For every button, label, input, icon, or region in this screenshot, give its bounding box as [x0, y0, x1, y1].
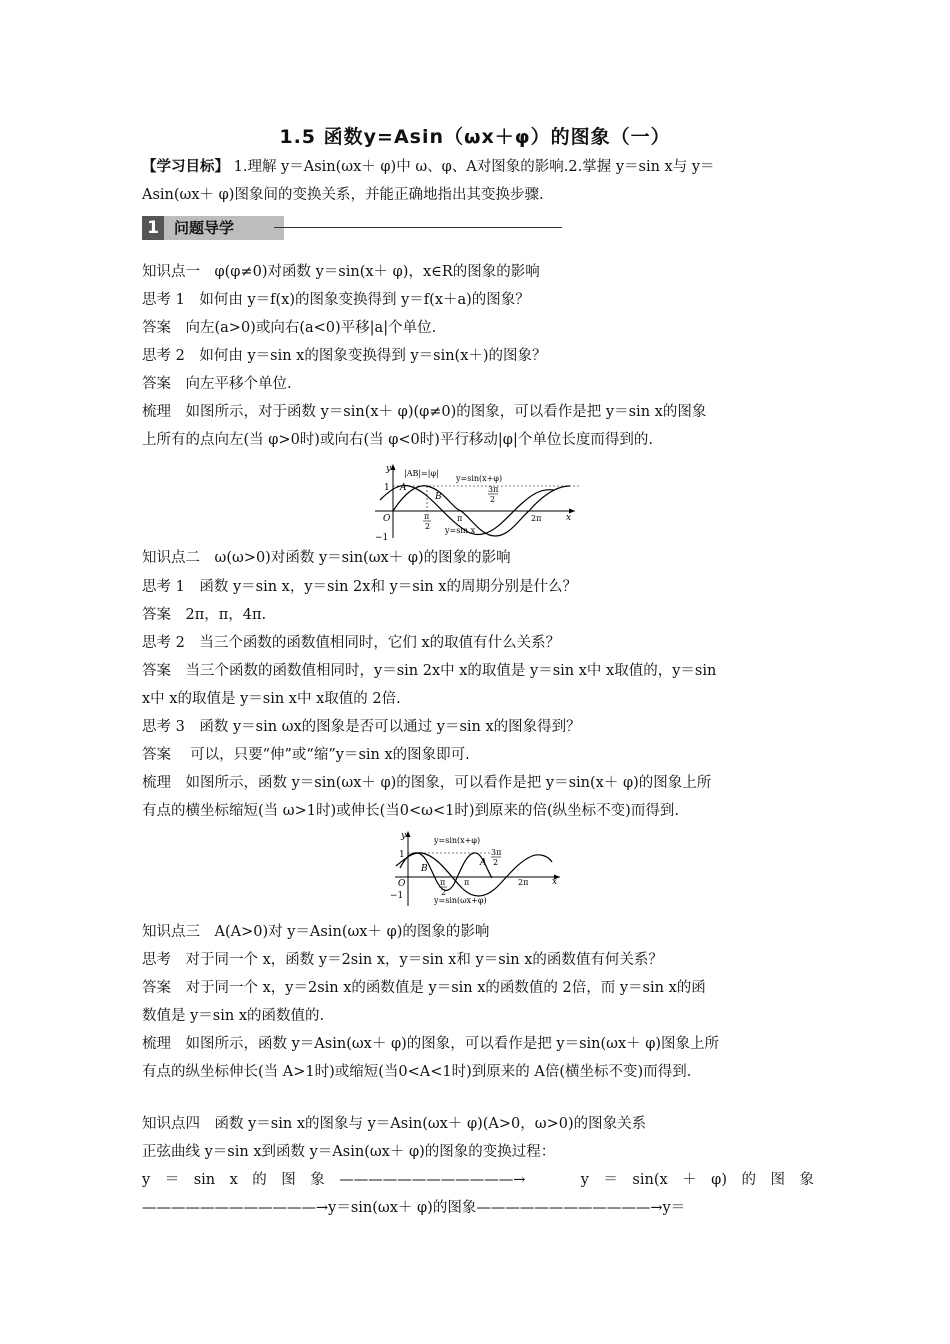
- fig2-y-label: y: [401, 831, 407, 841]
- k2-question-1: 思考 1 函数 y＝sin x，y＝sin 2x和 y＝sin x的周期分别是什么？: [142, 579, 577, 595]
- fig1-shifted-label: y=sin(x+φ): [456, 474, 503, 483]
- fig2-origin: O: [398, 879, 406, 889]
- fig1-three-pi-num: 3π: [488, 485, 499, 494]
- fig2-tick-one: 1: [399, 850, 405, 860]
- fig1-two-pi: 2π: [531, 514, 542, 523]
- page-title: 1.5 函数y=Asin（ωx＋φ）的图象（一）: [279, 126, 671, 148]
- section-label: 问题导学: [164, 216, 284, 240]
- fig1-tick-one: 1: [384, 483, 390, 493]
- fig1-half-pi-num: π: [424, 512, 430, 521]
- k2-answer-2b: x中 x的取值是 y＝sin x中 x取值的 2倍.: [142, 691, 401, 707]
- fig1-pi: π: [457, 514, 463, 523]
- k2-summary-2: 有点的横坐标缩短(当 ω>1时)或伸长(当0<ω<1时)到原来的倍(纵坐标不变)而得到.: [142, 803, 679, 819]
- k3-answer-1a: 答案 对于同一个 x，y＝2sin x的函数值是 y＝sin x的函数值的 2倍，而 y＝sin x的函: [142, 980, 706, 996]
- k1-question-2: 思考 2 如何由 y＝sin x的图象变换得到 y＝sin(x＋)的图象？: [142, 348, 547, 364]
- fig2-point-b: B: [421, 864, 428, 874]
- section-header: [142, 216, 562, 240]
- k1-answer-1: 答案 向左(a>0)或向右(a<0)平移|a|个单位.: [142, 320, 437, 336]
- k2-summary-1: 梳理 如图所示，函数 y＝sin(ωx＋ φ)的图象，可以看作是把 y＝sin(x＋ φ)的图象上所: [142, 775, 712, 791]
- fig2-three-pi-num: 3π: [491, 848, 502, 857]
- k4-chain-line-2: ————————————→y＝sin(ωx＋ φ)的图象————————————→y＝: [142, 1200, 686, 1216]
- figure-frequency-change: [390, 828, 565, 910]
- fig1-half-pi-den: 2: [425, 522, 431, 531]
- k3-summary-2: 有点的纵坐标伸长(当 A>1时)或缩短(当0<A<1时)到原来的 A倍(横坐标不变)而得到.: [142, 1064, 692, 1080]
- fig2-pi: π: [464, 878, 470, 887]
- fig2-three-pi-den: 2: [493, 858, 499, 867]
- learning-goal-text-1: 1.理解 y＝Asin(ωx＋ φ)中 ω、φ、A对图象的影响.2.掌握 y＝sin x与 y＝: [233, 159, 715, 175]
- fig1-three-pi-den: 2: [490, 495, 496, 504]
- k4-chain-line-1: [142, 1170, 814, 1190]
- figure-phase-shift: [370, 460, 580, 542]
- k3-question-1: 思考 对于同一个 x，函数 y＝2sin x，y＝sin x和 y＝sin x的函数值有何关系？: [142, 952, 663, 968]
- k2-answer-1: 答案 2π，π，4π.: [142, 607, 267, 623]
- learning-goal-line-1: [142, 157, 814, 177]
- k2-question-3: 思考 3 函数 y＝sin ωx的图象是否可以通过 y＝sin x的图象得到？: [142, 719, 581, 735]
- fig1-ab-label: |AB|=|φ|: [404, 469, 439, 478]
- k1-summary-1: 梳理 如图所示，对于函数 y＝sin(x＋ φ)(φ≠0)的图象，可以看作是把 y＝sin x的图象: [142, 404, 707, 420]
- fig1-y-label: y: [386, 464, 392, 474]
- fig2-top-label: y=sin(x+φ): [434, 836, 481, 845]
- fig1-point-b: B: [435, 492, 442, 502]
- k4-chain-1-left: y ＝ sin x 的 图 象 ————————————→: [142, 1172, 526, 1188]
- section-number: 1: [142, 216, 164, 240]
- k3-summary-1: 梳理 如图所示，函数 y＝Asin(ωx＋ φ)的图象，可以看作是把 y＝sin(ωx＋ φ)图象上所: [142, 1036, 720, 1052]
- curve-sin-x-plus-phi-2: [396, 853, 552, 896]
- k1-question-1: 思考 1 如何由 y＝f(x)的图象变换得到 y＝f(x＋a)的图象？: [142, 292, 530, 308]
- k1-summary-2: 上所有的点向左(当 φ>0时)或向右(当 φ<0时)平行移动|φ|个单位长度而得到的.: [142, 432, 653, 448]
- learning-goal-label: 【学习目标】: [142, 158, 229, 175]
- k4-heading: 知识点四 函数 y＝sin x的图象与 y＝Asin(ωx＋ φ)(A>0，ω>0)的图象关系: [142, 1116, 647, 1132]
- k1-heading: 知识点一 φ(φ≠0)对函数 y＝sin(x＋ φ)，x∈R的图象的影响: [142, 264, 540, 280]
- fig1-point-a: A: [400, 483, 407, 493]
- k2-heading: 知识点二 ω(ω>0)对函数 y＝sin(ωx＋ φ)的图象的影响: [142, 550, 511, 566]
- k2-answer-3: 答案 可以，只要“伸”或“缩”y＝sin x的图象即可.: [142, 747, 470, 763]
- section-rule: [274, 227, 562, 228]
- curve-sin-omega-x-plus-phi: [400, 853, 492, 891]
- k3-heading: 知识点三 A(A>0)对 y＝Asin(ωx＋ φ)的图象的影响: [142, 924, 490, 940]
- k3-answer-1b: 数值是 y＝sin x的函数值的.: [142, 1008, 325, 1024]
- fig1-tick-negone: −1: [375, 533, 389, 542]
- fig2-point-a: A: [480, 858, 487, 868]
- fig2-half-pi-den: 2: [441, 888, 447, 897]
- fig1-base-label: y=sin x: [445, 526, 476, 535]
- k4-chain-1-right: y ＝ sin(x ＋ φ) 的 图 象: [580, 1172, 814, 1188]
- fig2-bottom-label: y=sin(ωx+φ): [434, 896, 487, 905]
- fig2-tick-negone: −1: [390, 891, 404, 901]
- k4-intro: 正弦曲线 y＝sin x到函数 y＝Asin(ωx＋ φ)的图象的变换过程：: [142, 1144, 556, 1160]
- fig1-x-label: x: [566, 513, 572, 523]
- learning-goal-line-2: Asin(ωx＋ φ)图象间的变换关系，并能正确地指出其变换步骤.: [142, 187, 544, 203]
- fig2-two-pi: 2π: [518, 878, 529, 887]
- fig2-x-label: x: [552, 877, 558, 887]
- k2-answer-2a: 答案 当三个函数的函数值相同时，y＝sin 2x中 x的取值是 y＝sin x中 x取值的，y＝sin: [142, 663, 717, 679]
- fig1-origin: O: [383, 514, 391, 524]
- k2-question-2: 思考 2 当三个函数的函数值相同时，它们 x的取值有什么关系？: [142, 635, 561, 651]
- fig2-half-pi-num: π: [440, 878, 446, 887]
- k1-answer-2: 答案 向左平移个单位.: [142, 376, 292, 392]
